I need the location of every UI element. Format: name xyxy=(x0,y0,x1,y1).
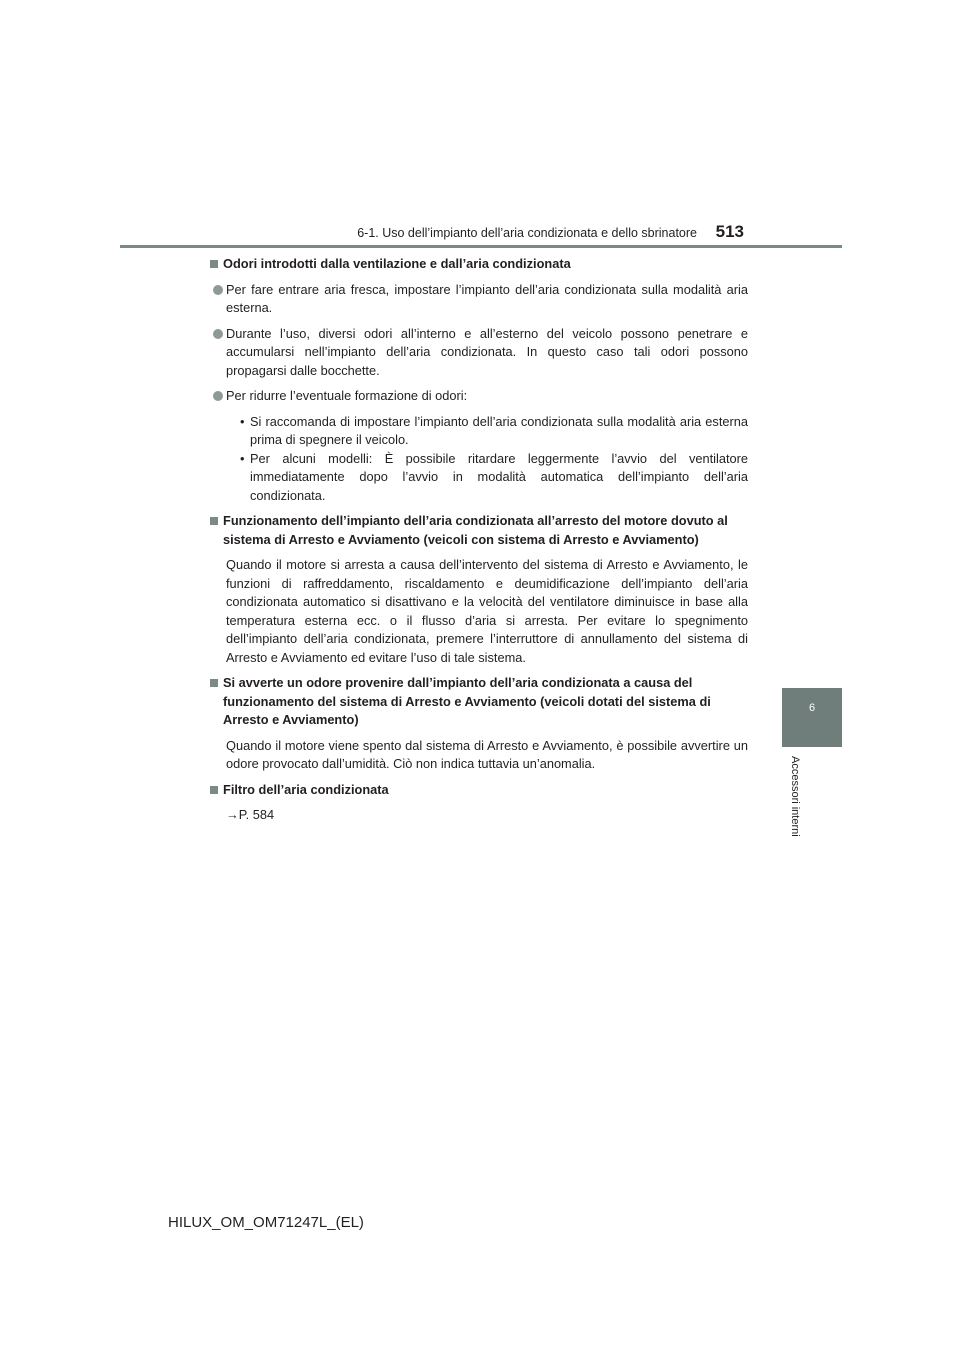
sub-list xyxy=(210,413,748,506)
page-reference: →P. 584 xyxy=(226,807,275,822)
section-heading: Filtro dell’aria condizionata xyxy=(210,781,748,800)
circle-bullet-icon xyxy=(213,285,223,295)
header-rule xyxy=(120,245,842,248)
dot-bullet-icon: • xyxy=(240,450,245,466)
chapter-label xyxy=(778,756,808,856)
sub-list-item: • Si raccomanda di impostare l’impianto dell’aria condizionata sulla modalità aria esterna prima di spegnere il veicolo. xyxy=(240,413,748,447)
section-heading: Odori introdotti dalla ventilazione e dall’aria condizionata xyxy=(210,255,748,274)
circle-bullet-icon xyxy=(213,391,223,401)
page-number: 513 xyxy=(715,222,744,241)
list-item: Durante l’uso, diversi odori all’interno e all’esterno del veicolo possono penetrare e accumularsi nell’impianto dell’aria condizionata. In questo caso tali odori possono propagarsi dalle bocchette. xyxy=(210,325,748,381)
document-code: HILUX_OM_OM71247L_(EL) xyxy=(168,1214,364,1231)
square-bullet-icon xyxy=(210,260,218,268)
section-text: Quando il motore viene spento dal sistema di Arresto e Avviamento, è possibile avvertire un odore provocato dall’umidità. Ciò non indica tuttavia un’anomalia. xyxy=(226,737,748,771)
chapter-number: 6 xyxy=(808,702,816,714)
square-bullet-icon xyxy=(210,679,218,687)
section-text: Quando il motore si arresta a causa dell’intervento del sistema di Arresto e Avviamento, le funzioni di raffreddamento, riscaldamento e deumidificazione dell’impianto dell’aria condizionata automatico si disattivano e la velocità del ventilatore diminuisce in base alla temperatura esterna ecc. o il flusso d’aria si arresta. Per evitare lo spegnimento dell’impianto dell’aria condizionata, premere l’interruttore di annullamento del sistema di Arresto e Avviamento ed evitare l’uso di tale sistema. xyxy=(226,557,748,665)
page-header xyxy=(120,218,840,246)
square-bullet-icon xyxy=(210,786,218,794)
circle-bullet-icon xyxy=(213,329,223,339)
section-heading: Funzionamento dell’impianto dell’aria condizionata all’arresto del motore dovuto al sistema di Arresto e Avviamento (veicoli con sistema di Arresto e Avviamento) xyxy=(210,512,748,549)
list-item: Per ridurre l’eventuale formazione di odori: xyxy=(210,387,748,406)
chapter-label-text: Accessori interni xyxy=(789,756,801,837)
section-title: 6-1. Uso dell’impianto dell’aria condizionata e dello sbrinatore xyxy=(357,226,697,240)
square-bullet-icon xyxy=(210,517,218,525)
section-heading: Si avverte un odore provenire dall’impianto dell’aria condizionata a causa del funzionamento del sistema di Arresto e Avviamento (veicoli dotati del sistema di Arresto e Avviamento) xyxy=(210,674,748,730)
page-content xyxy=(210,255,748,832)
chapter-tab xyxy=(782,688,842,747)
sub-list-item: • Per alcuni modelli: È possibile ritardare leggermente l’avvio del ventilatore immediatamente dopo l’avvio in modalità automatica dell’impianto dell’aria condizionata. xyxy=(240,450,748,503)
list-item: Per fare entrare aria fresca, impostare l’impianto dell’aria condizionata sulla modalità aria esterna. xyxy=(210,281,748,318)
dot-bullet-icon: • xyxy=(240,413,245,429)
